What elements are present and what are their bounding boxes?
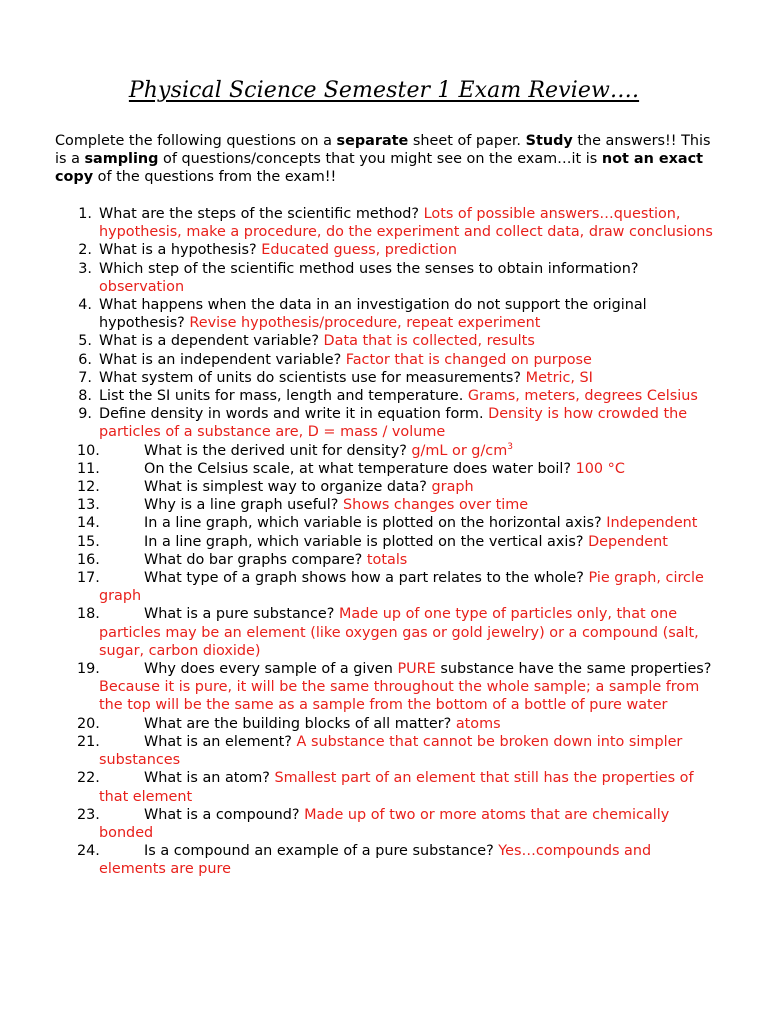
instructions [55,132,725,187]
list-item [0,715,716,733]
answer-text: observation [99,278,185,295]
list-item [0,387,716,405]
list-item [0,605,716,660]
item-number: 1. [78,206,92,222]
item-number: 15. [77,533,100,550]
list-item [0,733,716,769]
question-text: What are the steps of the scientific method? [99,206,424,222]
list-item [0,842,716,878]
list-item [0,241,716,259]
item-number: 9. [78,406,92,423]
answer-text: atoms [455,715,501,732]
item-number: 14. [77,515,100,532]
answer-text: Dependent [588,533,668,550]
item-number: 19. [77,661,100,678]
question-text: Which step of the scientific method uses the senses to obtain information? [99,260,639,277]
item-number: 4. [78,297,92,314]
answer-text: Revise hypothesis/procedure, repeat experiment [189,315,541,332]
question-text: In a line graph, which variable is plotted on the vertical axis? [144,533,589,550]
question-text: On the Celsius scale, at what temperature does water boil? [144,460,576,477]
question-text: What is an independent variable? [99,351,346,368]
pure-highlight: PURE [397,661,436,678]
question-text: What do bar graphs compare? [144,551,367,568]
list-item [0,660,716,715]
list-item [0,369,716,387]
question-text: Why does every sample of a given [144,661,398,678]
answer-text: Lots of possible answers…question, hypothesis, make a procedure, do the experiment and collect data, draw conclusions [99,206,713,241]
question-text: What is an atom? [144,770,275,787]
item-number: 18. [77,606,100,623]
item-number: 2. [78,242,92,259]
answer-text: Density is how crowded the particles of a substance are, D = mass / volume [99,406,688,441]
intro-text-5: of the questions from the exam!! [93,169,337,186]
question-text: List the SI units for mass, length and temperature. [99,388,468,405]
item-number: 20. [77,715,100,732]
answer-text: Metric, SI [525,369,593,386]
intro-bold-separate: separate [336,133,409,149]
list-item [0,442,716,460]
answer-text: Made up of two or more atoms that are chemically bonded [99,806,670,841]
intro-bold-not-exact-copy: not an exact copy [55,151,703,186]
answer-text: Made up of one type of particles only, that one particles may be an element (like oxygen gas or gold jewelry) or a compound (salt, sugar, carbon dioxide) [99,606,699,659]
question-list [0,205,768,879]
question-text: What is an element? [144,733,297,750]
question-text: What is the derived unit for density? [144,442,412,459]
intro-bold-study: Study [525,133,573,149]
answer-text: Independent [606,515,698,532]
answer-text: Pie graph, circle graph [99,570,704,605]
answer-text: totals [366,551,408,568]
question-text: What is a compound? [144,806,305,823]
intro-text-1: Complete the following questions on a [55,133,337,149]
answer-superscript: 3 [507,441,513,452]
item-number: 6. [78,351,92,368]
question-text: What is a pure substance? [144,606,339,623]
answer-text: Data that is collected, results [323,333,535,350]
answer-text: graph [431,479,474,496]
answer-text: Grams, meters, degrees Celsius [467,388,698,405]
question-text: Define density in words and write it in equation form. [99,406,489,423]
question-text: Is a compound an example of a pure substance? [144,843,499,860]
list-item [0,405,716,441]
list-item [0,351,716,369]
item-number: 22. [77,770,100,787]
list-item [0,806,716,842]
item-number: 23. [77,806,100,823]
answer-text: 100 °C [575,460,625,477]
question-text: What system of units do scientists use for measurements? [99,369,526,386]
question-text: What happens when the data in an investigation do not support the original hypothesis? [99,297,647,332]
list-item [0,514,716,532]
answer-text: Because it is pure, it will be the same throughout the whole sample; a sample from the top will be the same as a sample from the bottom of a bottle of pure water [99,679,700,714]
question-text: What type of a graph shows how a part relates to the whole? [144,570,589,587]
question-text: Why is a line graph useful? [144,497,344,514]
list-item [0,496,716,514]
list-item [0,205,716,241]
question-text: What is a dependent variable? [99,333,324,350]
answer-text: A substance that cannot be broken down into simpler substances [99,733,683,769]
intro-bold-sampling: sampling [84,151,159,168]
intro-text-4: of questions/concepts that you might see on the exam…it is [158,151,602,168]
item-number: 12. [77,479,100,496]
item-number: 3. [78,260,92,277]
item-number: 8. [78,388,92,405]
answer-text: Shows changes over time [343,497,529,514]
intro-text-2: sheet of paper. [408,133,526,149]
answer-text: Smallest part of an element that still has the properties of that element [99,770,694,805]
item-number: 13. [77,497,100,514]
list-item [0,569,716,605]
list-item [0,533,716,551]
list-item [0,478,716,496]
list-item [0,460,716,478]
page-title: Physical Science Semester 1 Exam Review…. [128,78,640,103]
item-number: 10. [77,442,100,459]
item-number: 17. [77,570,100,587]
list-item [0,769,716,805]
question-text: What are the building blocks of all matter? [144,715,456,732]
intro-text-3: the answers!! This is a [55,133,711,168]
question-text: What is a hypothesis? [99,242,262,259]
item-number: 21. [77,733,100,750]
answer-text: g/mL or g/cm [411,442,508,459]
answer-text: Factor that is changed on purpose [345,351,592,368]
item-number: 24. [77,843,100,860]
answer-text: Yes…compounds and elements are pure [99,843,652,878]
question-text: What is simplest way to organize data? [144,479,432,496]
answer-text: Educated guess, prediction [261,242,457,259]
list-item [0,296,716,332]
question-text: In a line graph, which variable is plotted on the horizontal axis? [144,515,607,532]
question-text-continued: substance have the same properties? [435,661,712,678]
item-number: 16. [77,551,100,568]
item-number: 5. [78,333,92,350]
item-number: 11. [77,460,100,477]
item-number: 7. [78,369,92,386]
list-item [0,332,716,350]
list-item [0,260,716,296]
list-item [0,551,716,569]
